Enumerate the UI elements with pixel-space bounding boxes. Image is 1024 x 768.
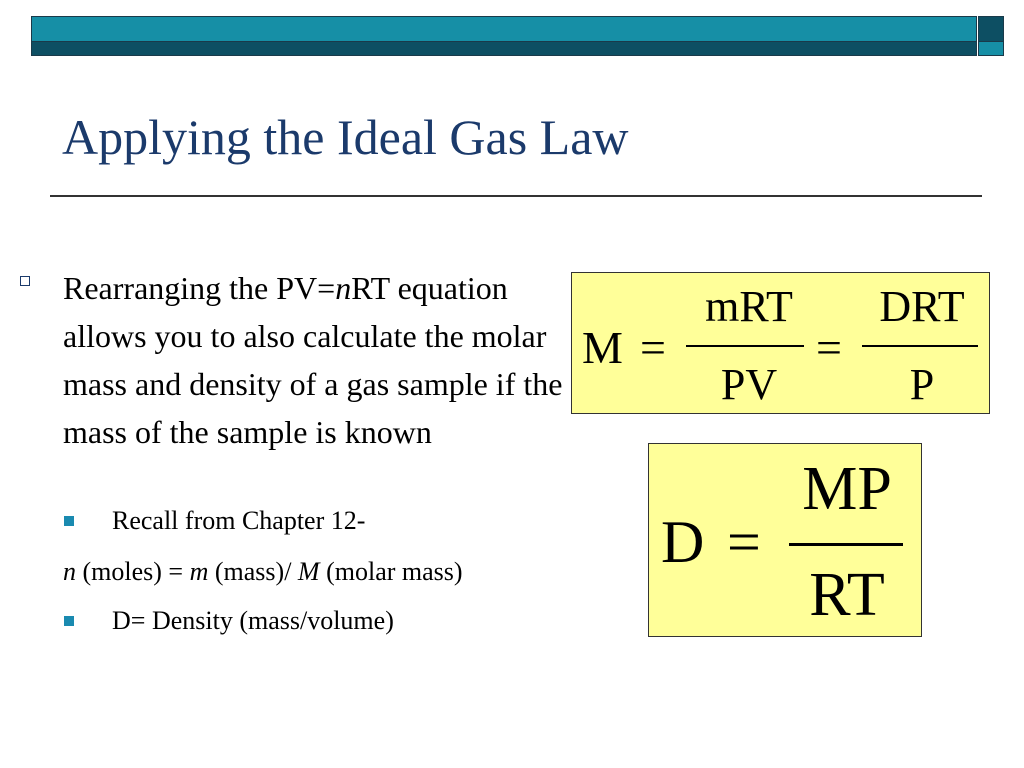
relation-n: n	[63, 557, 76, 586]
main-text-italic-n: n	[335, 270, 352, 306]
filled-square-bullet-icon	[64, 516, 74, 526]
filled-square-bullet-icon	[64, 616, 74, 626]
relation-M: M	[297, 557, 320, 586]
formula-M-numerator-2: DRT	[879, 282, 965, 331]
fraction-bar	[789, 543, 903, 546]
header-bar	[31, 16, 977, 56]
sub-bullet-density: D= Density (mass/volume)	[112, 606, 394, 635]
formula-D-denominator: RT	[809, 561, 885, 629]
density-formula-box	[648, 443, 922, 637]
corner-stripe-light	[979, 41, 1003, 55]
corner-stripe-dark	[979, 17, 1003, 43]
relation-m-desc: (mass)/	[208, 557, 298, 586]
formula-M-equals-1: =	[640, 322, 666, 373]
hollow-square-bullet-icon	[20, 276, 30, 286]
formula-M-equals-2: =	[816, 322, 842, 373]
main-text-start: Rearranging the PV=	[63, 270, 336, 306]
title-divider	[50, 195, 982, 197]
formula-D-equals: =	[727, 509, 761, 575]
main-text-end: RT equation allows you to also calculate the molar mass and density of a gas sample if the mass of the sample is known	[63, 270, 563, 450]
header-stripe-light	[32, 17, 976, 43]
header-corner-box	[978, 16, 1004, 56]
formula-D-numerator: MP	[802, 455, 892, 523]
fraction-bar	[686, 345, 804, 347]
molar-mass-formula-box	[571, 272, 990, 414]
formula-M-numerator-1: mRT	[705, 282, 793, 331]
relation-M-desc: (molar mass)	[319, 557, 463, 586]
main-bullet-text	[63, 264, 563, 456]
formula-M-lhs: M	[582, 322, 623, 373]
sub-bullet-recall: Recall from Chapter 12-	[112, 506, 366, 535]
header-stripe-dark	[32, 41, 976, 55]
formula-M-denominator-2: P	[909, 360, 935, 409]
fraction-bar	[862, 345, 978, 347]
formula-M-denominator-1: PV	[720, 360, 778, 409]
relation-n-desc: (moles) =	[76, 557, 190, 586]
slide-title: Applying the Ideal Gas Law	[62, 109, 629, 165]
relation-m: m	[189, 557, 209, 586]
relation-line	[63, 557, 463, 587]
formula-D-lhs: D	[661, 509, 705, 575]
